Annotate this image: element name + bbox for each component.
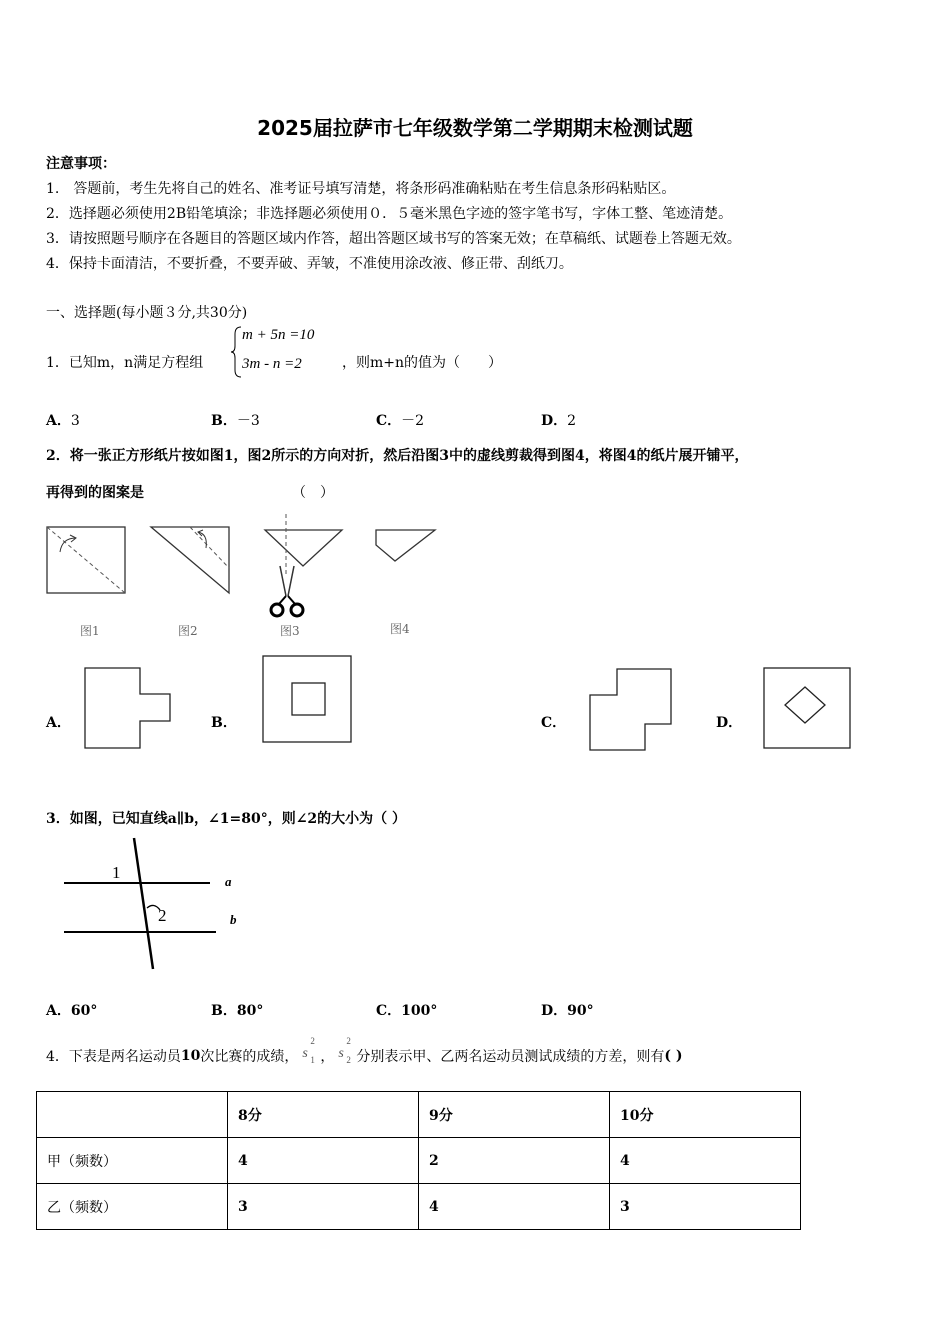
variance-s1: s 2 1 — [302, 1036, 315, 1065]
q1-suffix: ，则m+n的值为（ ） — [342, 355, 503, 371]
q1-option-a[interactable] — [46, 410, 80, 430]
q3-option-d[interactable] — [541, 1000, 594, 1020]
option-text: －3 — [236, 413, 260, 429]
notice-heading: 注意事项： — [46, 156, 116, 172]
q2-line2: 再得到的图案是 — [46, 485, 144, 501]
table-cell: 3 — [610, 1184, 801, 1230]
q4-sep: ， — [320, 1049, 335, 1065]
q2-option-c[interactable]: C． — [541, 715, 567, 731]
q2-option-d[interactable]: D． — [716, 715, 743, 731]
fig-label: 图1 — [80, 624, 100, 638]
table-header-row — [37, 1092, 801, 1138]
q1-eq2: 3m - n =2 — [242, 356, 302, 372]
q4-num: 10 — [180, 1048, 201, 1064]
option-label: C． — [376, 1003, 402, 1019]
q1-eq1: m + 5n =10 — [242, 327, 315, 343]
line-b-label: b — [230, 912, 237, 927]
option-text: 60° — [70, 1003, 98, 1019]
table-row — [37, 1184, 801, 1230]
notice-item: 1. 答题前，考生先将自己的姓名、准考证号填写清楚，将条形码准确粘贴在考生信息条形码粘贴区。 — [46, 181, 676, 197]
table-cell: 3 — [228, 1184, 419, 1230]
table-cell — [37, 1092, 228, 1138]
fold-figure-2 — [150, 526, 230, 594]
fold-figure-3 — [262, 514, 346, 622]
option-c-shape — [589, 668, 673, 752]
score-frequency-table — [36, 1091, 801, 1230]
notice-item: 2．选择题必须使用2B铅笔填涂；非选择题必须使用０．５毫米黑色字迹的签字笔书写，字体工整、笔迹清楚。 — [46, 206, 733, 222]
table-cell: 甲（频数） — [37, 1138, 228, 1184]
option-label: D． — [541, 1003, 568, 1019]
page-title: 2025届拉萨市七年级数学第二学期期末检测试题 — [257, 116, 693, 140]
table-cell: 8分 — [228, 1092, 419, 1138]
table-cell: 4 — [610, 1138, 801, 1184]
q2-option-a[interactable]: A． — [46, 715, 71, 731]
section-heading: 一、选择题(每小题３分,共30分) — [46, 305, 248, 321]
q3-option-b[interactable] — [211, 1000, 263, 1020]
option-label: B． — [211, 413, 237, 429]
option-a-shape — [84, 667, 172, 749]
fig-label: 图3 — [280, 624, 300, 638]
table-row — [37, 1138, 801, 1184]
fig-label: 图4 — [390, 622, 410, 636]
q4-paren: ( ) — [664, 1048, 683, 1064]
table-cell: 乙（频数） — [37, 1184, 228, 1230]
q4-mid: 次比赛的成绩， — [200, 1049, 299, 1065]
table-cell: 4 — [228, 1138, 419, 1184]
table-cell: 10分 — [610, 1092, 801, 1138]
q2-line1: 2．将一张正方形纸片按如图1，图2所示的方向对折，然后沿图3中的虚线剪裁得到图4，将图4的纸片展开铺平， — [46, 448, 749, 464]
option-text: 80° — [236, 1003, 264, 1019]
table-cell: 4 — [419, 1184, 610, 1230]
option-label: D． — [541, 413, 568, 429]
fold-figure-1 — [46, 526, 126, 594]
option-text: －2 — [401, 413, 425, 429]
q4-prefix: 4．下表是两名运动员 — [46, 1049, 181, 1065]
notice-item: 4．保持卡面清洁，不要折叠，不要弄破、弄皱，不准使用涂改液、修正带、刮纸刀。 — [46, 256, 573, 272]
option-label: C． — [376, 413, 402, 429]
q3-option-a[interactable] — [46, 1000, 97, 1020]
table-cell: 2 — [419, 1138, 610, 1184]
q1-option-b[interactable] — [211, 410, 260, 430]
fig-label: 图2 — [178, 624, 198, 638]
option-text: 100° — [401, 1003, 438, 1019]
q1-prefix: 1．已知m，n满足方程组 — [46, 355, 204, 371]
option-b-shape — [262, 655, 352, 743]
variance-s2: s 2 2 — [338, 1036, 351, 1065]
q1-option-c[interactable] — [376, 410, 424, 430]
q2-option-b[interactable]: B． — [211, 715, 237, 731]
option-label: A． — [46, 413, 71, 429]
q3-option-c[interactable] — [376, 1000, 437, 1020]
q3-text: 3．如图，已知直线a∥b，∠1=80°，则∠2的大小为（ ） — [46, 811, 407, 827]
option-text: 90° — [567, 1003, 594, 1019]
fold-figure-4 — [375, 529, 437, 563]
q1-option-d[interactable] — [541, 410, 576, 430]
parallel-lines-figure — [60, 836, 250, 972]
option-label: B． — [211, 1003, 237, 1019]
table-cell: 9分 — [419, 1092, 610, 1138]
option-d-shape — [763, 667, 851, 749]
angle-2-label: 2 — [158, 906, 167, 925]
option-text: 2 — [567, 413, 577, 429]
q4-suffix: 分别表示甲、乙两名运动员测试成绩的方差，则有 — [356, 1049, 665, 1065]
option-label: A． — [46, 1003, 71, 1019]
q4-text — [46, 1036, 683, 1066]
angle-1-label: 1 — [112, 863, 121, 882]
q2-paren: （ ） — [292, 485, 334, 501]
notice-item: 3．请按照题号顺序在各题目的答题区域内作答，超出答题区域书写的答案无效；在草稿纸、试题卷上答题无效。 — [46, 231, 741, 247]
line-a-label: a — [225, 874, 232, 889]
option-text: 3 — [70, 413, 80, 429]
